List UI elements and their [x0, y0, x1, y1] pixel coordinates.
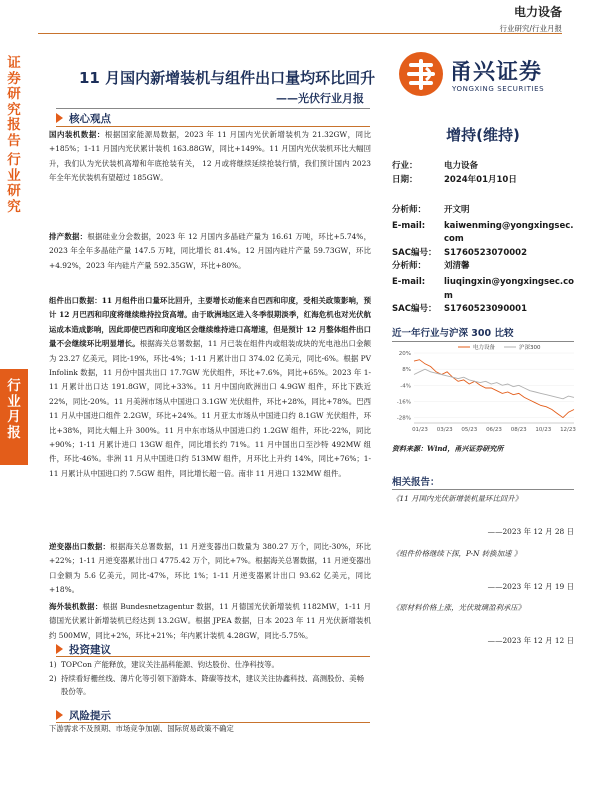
risk-text: 下游需求不及预期、市场竞争加剧、国际贸易政策不确定 — [49, 724, 234, 733]
info-value: S1760523090001 — [444, 304, 528, 315]
legend-label: 沪深300 — [519, 345, 541, 351]
section-core-label: 核心观点 — [69, 113, 111, 125]
para-label: 逆变器出口数据： — [49, 542, 111, 551]
analyst-name: 刘清馨 — [444, 261, 470, 272]
related-divider — [392, 489, 574, 490]
report-title: 11 月国内新增装机与组件出口量均环比回升 — [79, 69, 376, 87]
info-key: E-mail: — [392, 276, 426, 287]
logo-name-cn: 甬兴证券 — [450, 60, 543, 85]
related-report-link[interactable]: 《组件价格继续下探，P-N 转换加速 》 — [392, 549, 522, 558]
chart-title-divider — [392, 341, 574, 342]
analyst-row — [392, 260, 578, 274]
para-label: 海外装机数据： — [49, 602, 103, 611]
list-number: 2) — [49, 673, 57, 683]
x-tick-label: 06/23 — [486, 427, 502, 433]
para-text: 根据国家能源局数据，2023 年 11 月国内光伏新增装机为 21.32GW，同比+185%；1-11 月国内光伏累计装机 163.88GW，同比+149%。11 月国内光伏装机环比大幅回升，我们认为光伏装机高增和年底抢装有关， 12 月或将继续延续抢装行情，我们预计国内 2023 年全年光伏装机有望超过 185GW。 — [49, 130, 371, 183]
analyst-email-row — [392, 276, 578, 303]
analyst-email-link[interactable]: liuqingxin@yongxingsec.com — [444, 276, 574, 301]
analyst-row — [392, 204, 578, 218]
list-item — [49, 658, 371, 672]
para-label: 组件出口数据： — [49, 296, 102, 305]
report-subtitle: ——光伏行业月报 — [276, 92, 364, 105]
side-strip — [0, 44, 28, 799]
rating-badge: 增持(维持) — [446, 126, 520, 144]
section-invest-label: 投资建议 — [69, 644, 111, 656]
analyst-block — [392, 204, 578, 317]
legend-label: 电力设备 — [473, 345, 496, 351]
y-tick-label: -16% — [396, 399, 411, 406]
company-logo — [399, 52, 574, 102]
para-label: 排产数据： — [49, 232, 88, 241]
x-tick-label: 10/23 — [535, 427, 552, 433]
para-text: 根据硅业分会数据，2023 年 12 月国内多晶硅产量为 16.61 万吨，环比+5.74%，2023 年全年多晶硅产量 147.5 万吨，同比增长 81.4%。12 月国内硅片产量 59.73GW，环比+4.92%，2023 年内硅片产量 592.35GW，环比+80%。 — [49, 232, 371, 270]
header-category: 电力设备 — [513, 5, 562, 19]
analyst-email-link[interactable]: kaiwenming@yongxingsec.com — [444, 220, 574, 245]
info-value: 2024年01月10日 — [444, 174, 517, 185]
triangle-bullet-icon — [56, 710, 63, 720]
page-header — [499, 3, 562, 34]
analyst-sac-row — [392, 247, 578, 261]
invest-list — [49, 658, 371, 699]
section-invest-divider — [56, 656, 370, 657]
analyst-email-row — [392, 220, 578, 247]
info-key: SAC编号： — [392, 247, 437, 258]
title-divider — [56, 108, 370, 109]
analyst-sac-row — [392, 303, 578, 317]
para-production — [49, 230, 371, 273]
info-value: 电力设备 — [444, 161, 479, 171]
section-risk-heading — [56, 708, 111, 723]
list-text: 持续看好栅丝线、薄片化等引领下游降本、降碳等技术，建议关注协鑫科技、高测股份、美畅股份等。 — [61, 673, 365, 696]
info-row-date — [392, 174, 578, 188]
related-report-link[interactable]: 《11 月国内光伏新增装机量环比回升》 — [392, 494, 523, 503]
y-tick-label: 20% — [398, 351, 411, 357]
triangle-bullet-icon — [56, 644, 63, 654]
list-item — [49, 672, 371, 699]
list-text: TOPCon 产能释放，建议关注晶科能源、钧达股份、仕净科技等。 — [61, 660, 279, 669]
y-tick-label: 8% — [402, 367, 411, 374]
related-reports-title: 相关报告： — [392, 477, 440, 488]
info-key: 分析师： — [392, 205, 427, 215]
related-report-date: ——2023 年 12 月 19 日 — [487, 582, 574, 591]
list-number: 1) — [49, 660, 57, 669]
info-key: E-mail: — [392, 220, 426, 231]
para-domestic-install — [49, 128, 371, 186]
para-inverter-export — [49, 540, 371, 598]
info-key: 行业： — [392, 161, 418, 171]
chart-title: 近一年行业与沪深 300 比较 — [392, 328, 514, 339]
section-risk-label: 风险提示 — [69, 710, 111, 722]
y-tick-label: -4% — [400, 383, 411, 390]
side-brand-text: 证 券 研 究 报 告 — [7, 55, 21, 149]
para-module-export — [49, 294, 371, 481]
x-tick-label: 01/23 — [412, 427, 428, 433]
section-core-heading — [56, 111, 111, 126]
logo-mark-icon — [399, 52, 443, 96]
info-key: 分析师： — [392, 261, 427, 272]
header-divider — [38, 33, 562, 34]
x-tick-label: 08/23 — [510, 427, 527, 433]
para-bold-text: 11 月组件出口量环比回升，主要增长动能来自巴西和印度，受相关政策影响，预计 12 月巴西和印度将继续维持拉货高增。由于欧洲地区进入冬季很期淡季，红海危机也对光伏航运成本造成影响，因此即使巴西和印度地区会继续维持进口高增速，但是预计 12 月整体组件出口量不会继续环比明显增长。 — [49, 296, 371, 349]
info-row-industry — [392, 160, 578, 174]
para-text: 根据海关总署数据，11 月已装在组件内或组装成块的光电池出口金额为 23.27 亿美元，同比-19%，环比-4%；1-11 月累计出口 374.02 亿美元，同比-6%。根据 PV Infolink 数据，11 月份中国共出口 17.7GW 光伏组件，环比+7.6%，同比+65%。2023 年 1-11 月累计出口达 191.8GW，同比+33%。11 月中国向欧洲出口 4.9GW 组件，环比下跌近 22%，同比-20%。11 月美洲市场从中国进口 3.1GW 光伏组件，环比+28%，同比+78%。巴西 11 月从中国进口组件 2.2GW，环比+24%。11 月亚太市场从中国进口约 8.1GW 光伏组件，环比+38%，同比大幅上升 300%。11 月中东市场从中国进口约 1.2GW 组件，环比-22%，同比+90%；1-11 月累计进口 13GW 组件，同比增长约 71%。11 月中国出口至沙特 492MW 组件，环比-46%。非洲 11 月从中国进口约 513MW 组件，月环比上升约 14%，同比+76%；1-11 月累计从中国进口约 7.5GW 组件，同比增长超一倍。南非 11 月进口 132MW 组件。 — [49, 339, 371, 478]
chart-source: 资料来源：Wind，甬兴证券研究所 — [392, 444, 504, 453]
para-text: 根据 Bundesnetzagentur 数据，11 月德国光伏新增装机 1182MW，1-11 月德国光伏累计新增装机已经达到 13.2GW。根据 JPEA 数据，日本 2023 年 11 月光伏新增装机约 500MW，同比+2%，环比+21%；年内累计装机 4.28GW，同比-5.75%。 — [49, 602, 371, 640]
x-tick-label: 05/23 — [461, 427, 478, 433]
related-report-date: ——2023 年 12 月 12 日 — [487, 636, 574, 645]
series-line-industry — [414, 360, 574, 418]
para-text: 根据海关总署数据，11 月逆变器出口数量为 380.27 万个，同比-30%，环比+22%；1-11 月逆变器累计出口 4775.42 万个，同比+7%。根据海关总署数据，11 月逆变器出口金额为 5.6 亿美元，同比-47%，环比 1%；1-11 月逆变器累计出口 93.62 亿美元，同比+18%。 — [49, 542, 371, 595]
info-key: 日期： — [392, 174, 418, 185]
info-block — [392, 160, 578, 187]
side-strip-top — [0, 44, 28, 244]
related-report-link[interactable]: 《原材料价格上涨，光伏玻璃盈利承压》 — [392, 603, 526, 612]
header-report-type: 行业研究/行业月报 — [499, 24, 562, 33]
analyst-name: 开文明 — [444, 205, 470, 215]
side-subtype-text: 行 业 月 报 — [7, 378, 21, 441]
para-overseas-install — [49, 600, 371, 643]
x-tick-label: 12/23 — [560, 427, 576, 433]
info-value: S1760523070002 — [444, 247, 528, 258]
side-strip-highlight — [0, 369, 28, 465]
y-tick-label: -28% — [396, 415, 411, 422]
section-invest-heading — [56, 642, 111, 657]
side-type-text: 行 业 研 究 — [7, 152, 21, 215]
section-core-divider — [56, 126, 370, 127]
related-report-date: ——2023 年 12 月 28 日 — [487, 527, 574, 536]
para-label: 国内装机数据： — [49, 130, 105, 139]
triangle-bullet-icon — [56, 113, 63, 123]
comparison-chart — [388, 343, 578, 441]
info-key: SAC编号： — [392, 304, 437, 315]
x-tick-label: 03/23 — [436, 427, 453, 433]
series-line-hs300 — [414, 369, 574, 399]
logo-name-en: YONGXING SECURITIES — [452, 85, 545, 93]
